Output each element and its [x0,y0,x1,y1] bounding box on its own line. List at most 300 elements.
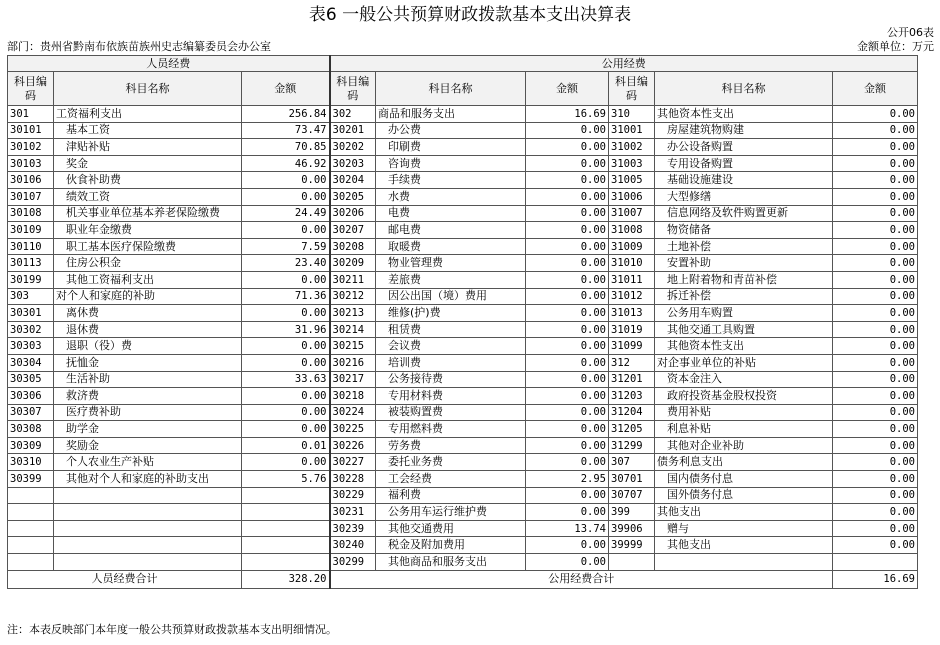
table-row [8,404,918,421]
cell-name [376,421,526,438]
cell-name-text: 利息补贴 [667,422,711,436]
cell-name-text: 其他资本性支出 [657,106,734,120]
cell-amount: 0.00 [833,437,918,454]
cell-name-text: 其他支出 [667,538,711,552]
group-personnel: 人员经费 [8,56,330,72]
cell-name-text: 地上附着物和青苗补偿 [667,272,777,286]
cell-name [655,388,833,405]
cell-name-text: 对企事业单位的补贴 [657,355,756,369]
cell-name [655,222,833,239]
cell-name [376,338,526,355]
cell-name-text: 咨询费 [388,156,421,170]
cell-name [655,271,833,288]
cell-amount [242,520,330,537]
cell-name [376,354,526,371]
cell-name-text: 赠与 [667,521,689,535]
cell-name-text: 基础设施建设 [667,173,733,187]
cell-name-text: 国内债务付息 [667,471,733,485]
cell-name-text: 专用材料费 [388,388,443,402]
cell-name [655,504,833,521]
cell-name [376,504,526,521]
cell-code: 30107 [8,188,54,205]
cell-name-text: 物业管理费 [388,256,443,270]
cell-name-text: 劳务费 [388,438,421,452]
cell-amount: 0.00 [526,172,609,189]
cell-code: 31005 [609,172,655,189]
cell-code: 30213 [330,305,376,322]
cell-code [8,554,54,571]
cell-code: 31010 [609,255,655,272]
header-amount: 金额 [526,72,609,106]
cell-code: 30103 [8,155,54,172]
table-row [8,139,918,156]
cell-name-text: 公务用车运行维护费 [388,505,487,519]
cell-amount: 0.00 [242,354,330,371]
cell-amount: 0.00 [242,305,330,322]
cell-name [376,487,526,504]
cell-name [54,139,242,156]
cell-code: 31011 [609,271,655,288]
cell-amount: 0.01 [242,437,330,454]
cell-amount: 24.49 [242,205,330,222]
cell-amount: 0.00 [833,106,918,123]
cell-name [655,404,833,421]
cell-name [54,404,242,421]
cell-name [655,537,833,554]
cell-code: 303 [8,288,54,305]
header-name: 科目名称 [54,72,242,106]
cell-name-text: 基本工资 [66,123,110,137]
cell-amount: 33.63 [242,371,330,388]
cell-amount: 0.00 [526,487,609,504]
cell-amount: 0.00 [833,238,918,255]
cell-name-text: 资本金注入 [667,372,722,386]
cell-name [54,122,242,139]
cell-amount: 0.00 [833,354,918,371]
cell-name [54,371,242,388]
cell-name [655,122,833,139]
cell-name [655,554,833,571]
cell-name [54,354,242,371]
cell-amount: 46.92 [242,155,330,172]
cell-amount: 0.00 [526,305,609,322]
cell-code: 31204 [609,404,655,421]
cell-name [54,238,242,255]
cell-code: 30240 [330,537,376,554]
header-amount: 金额 [242,72,330,106]
cell-amount: 0.00 [242,404,330,421]
cell-name [655,454,833,471]
cell-name-text: 商品和服务支出 [378,106,455,120]
cell-name-text: 其他支出 [657,505,701,519]
cell-name [655,205,833,222]
cell-name-text: 办公设备购置 [667,139,733,153]
cell-code: 30204 [330,172,376,189]
cell-name-text: 印刷费 [388,139,421,153]
cell-code: 30299 [330,554,376,571]
table-row [8,321,918,338]
cell-name [376,371,526,388]
table-row [8,238,918,255]
cell-code: 30205 [330,188,376,205]
cell-name-text: 退休费 [66,322,99,336]
cell-amount: 0.00 [833,338,918,355]
cell-name [655,172,833,189]
cell-amount: 0.00 [833,454,918,471]
cell-amount: 0.00 [833,504,918,521]
cell-name [655,354,833,371]
table-row [8,437,918,454]
table-row [8,504,918,521]
cell-code: 31012 [609,288,655,305]
cell-name [376,155,526,172]
cell-name [376,106,526,123]
cell-name [655,338,833,355]
table-row [8,388,918,405]
cell-amount: 0.00 [242,388,330,405]
cell-name [376,122,526,139]
cell-amount: 13.74 [526,520,609,537]
cell-code: 30218 [330,388,376,405]
cell-name [655,255,833,272]
cell-code: 31205 [609,421,655,438]
header-code: 科目编码 [330,72,376,106]
table-row [8,520,918,537]
cell-amount [242,537,330,554]
cell-name-text: 费用补贴 [667,405,711,419]
cell-name-text: 工会经费 [388,471,432,485]
footnote: 注：本表反映部门本年度一般公共预算财政拨款基本支出明细情况。 [7,623,337,636]
cell-name-text: 公务接待费 [388,372,443,386]
page-title: 表6 一般公共预算财政拨款基本支出决算表 [308,5,632,25]
cell-amount: 73.47 [242,122,330,139]
cell-amount: 0.00 [242,271,330,288]
cell-amount: 2.95 [526,471,609,488]
cell-name [376,437,526,454]
cell-name [655,421,833,438]
cell-name-text: 债务利息支出 [657,455,723,469]
cell-code: 30399 [8,471,54,488]
cell-name-text: 专用设备购置 [667,156,733,170]
cell-code: 30227 [330,454,376,471]
cell-name [54,504,242,521]
cell-code: 30306 [8,388,54,405]
cell-name-text: 水费 [388,189,410,203]
cell-amount: 0.00 [833,288,918,305]
cell-name-text: 其他对企业补助 [667,438,744,452]
form-code: 公开06表 [887,26,934,39]
cell-name-text: 委托业务费 [388,455,443,469]
cell-amount [242,487,330,504]
cell-amount: 0.00 [833,421,918,438]
cell-amount: 0.00 [242,454,330,471]
cell-name-text: 救济费 [66,388,99,402]
cell-amount: 31.96 [242,321,330,338]
cell-name-text: 电费 [388,206,410,220]
cell-name [376,554,526,571]
table-row [8,222,918,239]
cell-code: 302 [330,106,376,123]
header-code: 科目编码 [609,72,655,106]
header-name: 科目名称 [655,72,833,106]
cell-name [54,454,242,471]
cell-amount: 0.00 [526,205,609,222]
cell-code: 307 [609,454,655,471]
cell-name-text: 抚恤金 [66,355,99,369]
cell-name-text: 国外债务付息 [667,488,733,502]
cell-code: 30110 [8,238,54,255]
cell-name-text: 其他交通工具购置 [667,322,755,336]
cell-name [655,371,833,388]
cell-code: 30206 [330,205,376,222]
cell-code: 30302 [8,321,54,338]
cell-code: 31201 [609,371,655,388]
table-row [8,471,918,488]
cell-amount: 0.00 [526,404,609,421]
cell-amount: 0.00 [833,487,918,504]
cell-name [54,471,242,488]
cell-code: 31009 [609,238,655,255]
cell-code: 30214 [330,321,376,338]
cell-amount: 7.59 [242,238,330,255]
table-row [8,255,918,272]
cell-name-text: 福利费 [388,488,421,502]
cell-name-text: 取暖费 [388,239,421,253]
cell-name-text: 大型修缮 [667,189,711,203]
cell-code [8,537,54,554]
cell-name-text: 对个人和家庭的补助 [56,289,155,303]
cell-name [655,321,833,338]
cell-name-text: 房屋建筑物购建 [667,123,744,137]
cell-name-text: 离休费 [66,305,99,319]
cell-name-text: 差旅费 [388,272,421,286]
cell-name [376,205,526,222]
cell-amount: 0.00 [833,305,918,322]
cell-name [655,437,833,454]
cell-code: 31007 [609,205,655,222]
cell-amount: 0.00 [526,222,609,239]
cell-name [54,421,242,438]
cell-amount: 16.69 [526,106,609,123]
cell-code: 31013 [609,305,655,322]
cell-amount: 0.00 [833,155,918,172]
cell-name [376,388,526,405]
cell-name-text: 住房公积金 [66,256,121,270]
cell-amount: 0.00 [833,520,918,537]
cell-name [376,222,526,239]
cell-name-text: 退职（役）费 [66,339,132,353]
cell-name-text: 公务用车购置 [667,305,733,319]
cell-code: 30224 [330,404,376,421]
cell-amount: 0.00 [833,139,918,156]
cell-code: 30228 [330,471,376,488]
cell-name [54,106,242,123]
cell-name [376,305,526,322]
cell-code: 31008 [609,222,655,239]
table-row [8,421,918,438]
cell-code [609,554,655,571]
cell-amount: 70.85 [242,139,330,156]
table-row [8,338,918,355]
cell-name-text: 个人农业生产补贴 [66,455,154,469]
cell-amount: 0.00 [833,271,918,288]
public-total-label: 公用经费合计 [330,570,833,588]
cell-code: 30108 [8,205,54,222]
cell-name [376,537,526,554]
cell-name [54,271,242,288]
cell-amount: 0.00 [526,288,609,305]
cell-amount [242,504,330,521]
cell-code: 30201 [330,122,376,139]
cell-code: 30225 [330,421,376,438]
table-row [8,288,918,305]
cell-name [655,520,833,537]
cell-code: 30209 [330,255,376,272]
column-header-row [8,72,918,106]
table-row [8,554,918,571]
cell-code: 31203 [609,388,655,405]
cell-code: 30109 [8,222,54,239]
cell-code [8,487,54,504]
cell-name [54,537,242,554]
cell-amount: 0.00 [526,155,609,172]
cell-code: 31019 [609,321,655,338]
cell-amount: 0.00 [526,321,609,338]
cell-code: 30303 [8,338,54,355]
cell-amount [242,554,330,571]
cell-name-text: 伙食补助费 [66,173,121,187]
cell-amount: 0.00 [526,554,609,571]
table-row [8,205,918,222]
cell-code: 30229 [330,487,376,504]
group-header-row [8,56,918,72]
cell-name-text: 专用燃料费 [388,422,443,436]
cell-name-text: 奖励金 [66,438,99,452]
cell-code [8,504,54,521]
table-row [8,487,918,504]
cell-name-text: 邮电费 [388,222,421,236]
cell-name [54,321,242,338]
cell-name [54,520,242,537]
cell-amount: 0.00 [833,205,918,222]
cell-amount: 0.00 [526,338,609,355]
cell-name [376,188,526,205]
cell-name [655,471,833,488]
cell-name [54,205,242,222]
cell-name-text: 办公费 [388,123,421,137]
table-row [8,106,918,123]
cell-amount: 0.00 [242,222,330,239]
cell-name [54,155,242,172]
cell-name [376,321,526,338]
cell-name [54,305,242,322]
cell-amount: 0.00 [526,122,609,139]
total-row [8,570,918,588]
table-row [8,454,918,471]
cell-name-text: 会议费 [388,339,421,353]
cell-name-text: 助学金 [66,422,99,436]
cell-amount: 0.00 [526,454,609,471]
cell-amount: 0.00 [526,371,609,388]
cell-amount: 0.00 [833,188,918,205]
cell-amount: 0.00 [526,139,609,156]
cell-name-text: 其他交通费用 [388,521,454,535]
cell-amount: 0.00 [833,471,918,488]
cell-code: 30307 [8,404,54,421]
cell-name-text: 土地补偿 [667,239,711,253]
cell-name [655,139,833,156]
cell-code: 31001 [609,122,655,139]
cell-name [54,487,242,504]
expenditure-table [7,55,918,589]
table-row [8,537,918,554]
group-public: 公用经费 [330,56,918,72]
cell-amount: 0.00 [526,537,609,554]
table-row [8,122,918,139]
cell-amount: 0.00 [833,371,918,388]
cell-code: 399 [609,504,655,521]
cell-code: 31006 [609,188,655,205]
cell-amount: 0.00 [526,271,609,288]
cell-name [655,106,833,123]
cell-name-text: 因公出国（境）费用 [388,289,487,303]
header-code: 科目编码 [8,72,54,106]
personnel-total-label: 人员经费合计 [8,570,242,588]
cell-name [54,388,242,405]
cell-name [655,188,833,205]
cell-code: 30310 [8,454,54,471]
cell-code: 31299 [609,437,655,454]
cell-name-text: 物资储备 [667,222,711,236]
cell-name-text: 培训费 [388,355,421,369]
cell-code: 30199 [8,271,54,288]
cell-name [376,238,526,255]
cell-name [376,454,526,471]
cell-amount: 0.00 [242,421,330,438]
cell-amount: 0.00 [833,404,918,421]
header-amount: 金额 [833,72,918,106]
cell-name-text: 职工基本医疗保险缴费 [66,239,176,253]
header-name: 科目名称 [376,72,526,106]
cell-name [655,305,833,322]
cell-name-text: 机关事业单位基本养老保险缴费 [66,206,220,220]
cell-code: 30212 [330,288,376,305]
cell-amount: 0.00 [833,122,918,139]
cell-amount: 0.00 [526,354,609,371]
cell-name-text: 医疗费补助 [66,405,121,419]
cell-name-text: 租赁费 [388,322,421,336]
cell-name-text: 安置补助 [667,256,711,270]
cell-code: 39999 [609,537,655,554]
public-total-value: 16.69 [833,570,918,588]
cell-name-text: 绩效工资 [66,189,110,203]
cell-code: 30707 [609,487,655,504]
cell-name [54,255,242,272]
cell-code: 30304 [8,354,54,371]
cell-name [54,222,242,239]
cell-amount: 0.00 [833,222,918,239]
cell-amount: 0.00 [526,388,609,405]
cell-code: 30208 [330,238,376,255]
cell-code: 31002 [609,139,655,156]
cell-name [54,188,242,205]
cell-name [376,139,526,156]
cell-amount: 5.76 [242,471,330,488]
cell-name [54,338,242,355]
personnel-total-value: 328.20 [242,570,330,588]
cell-name-text: 其他对个人和家庭的补助支出 [66,471,209,485]
cell-code: 30106 [8,172,54,189]
